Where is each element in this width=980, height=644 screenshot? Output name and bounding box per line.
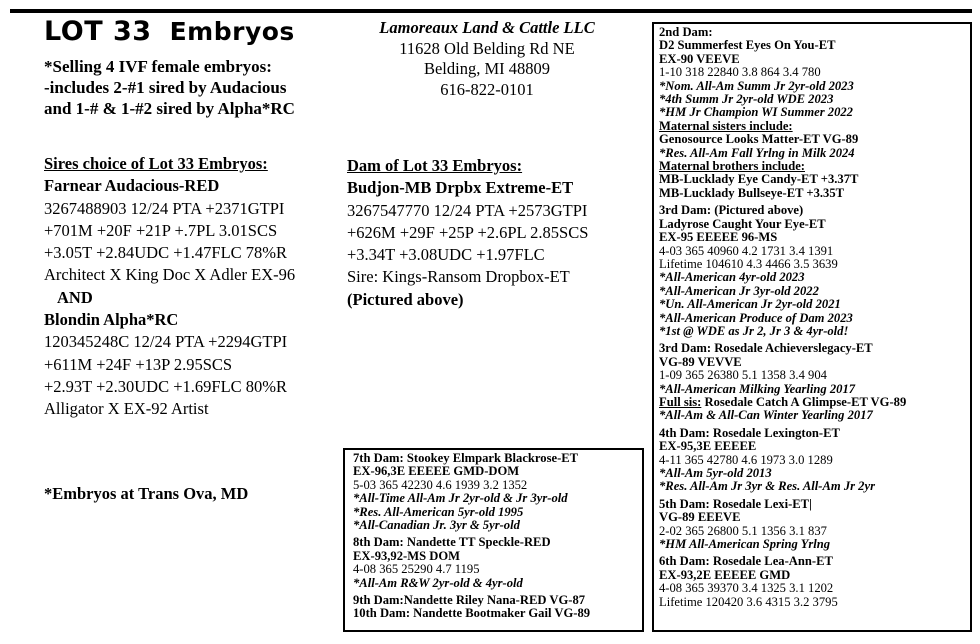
full-sister-line xyxy=(659,396,970,409)
d3b-classification: VG-89 VEVVE xyxy=(659,354,742,369)
d5-record: 2-02 365 26800 5.1 1356 3.1 837 xyxy=(659,523,827,538)
d3-award: *All-American Produce of Dam 2023 xyxy=(659,310,853,325)
full-sister-award: *All-Am & All-Can Winter Yearling 2017 xyxy=(659,408,873,423)
d6-record: 4-08 365 39370 3.4 1325 3.1 1202 xyxy=(659,581,834,596)
maternal-brother: MB-Lucklady Eye Candy-ET +3.37T xyxy=(659,172,859,187)
dam-name: Budjon-MB Drpbx Extreme-ET xyxy=(347,178,574,198)
dam10-line: 10th Dam: Nandette Bootmaker Gail VG-89 xyxy=(353,606,591,621)
maternal-sisters-heading: Maternal sisters include: xyxy=(659,118,793,133)
top-rule xyxy=(10,9,972,13)
lot-embryos-word: Embryos xyxy=(169,17,295,46)
d3-award: *1st @ WDE as Jr 2, Jr 3 & 4yr-old! xyxy=(659,323,849,338)
maternal-sister: Genosource Looks Matter-ET VG-89 xyxy=(659,132,859,147)
maternal-brothers-heading: Maternal brothers include: xyxy=(659,159,805,174)
dam9-line: 9th Dam:Nandette Riley Nana-RED VG-87 xyxy=(353,593,586,608)
d6-lifetime: Lifetime 120420 3.6 4315 3.2 3795 xyxy=(659,594,838,609)
d3-award: *All-American Jr 3yr-old 2022 xyxy=(659,283,819,298)
d2-award: *Nom. All-Am Summ Jr 2yr-old 2023 xyxy=(659,78,854,93)
sire2-proof-line: +2.93T +2.30UDC +1.69FLC 80%R xyxy=(44,376,288,396)
d3b-award: *All-American Milking Yearling 2017 xyxy=(659,381,856,396)
sires-section xyxy=(44,153,295,421)
farm-phone: 616-822-0101 xyxy=(440,79,534,99)
sire2-proof-line: 120345248C 12/24 PTA +2294GTPI xyxy=(44,332,288,352)
sire1-proof-line: 3267488903 12/24 PTA +2371GTPI xyxy=(44,198,285,218)
intro-line: -includes 2-#1 sired by Audacious xyxy=(44,78,287,97)
sire1-name: Farnear Audacious-RED xyxy=(44,176,220,196)
pedigree-box-lower xyxy=(343,448,644,632)
sire1-pedigree: Architect X King Doc X Adler EX-96 xyxy=(44,265,296,285)
d3-lifetime: Lifetime 104610 4.3 4466 3.5 3639 xyxy=(659,256,838,271)
dam-proof-line: +3.34T +3.08UDC +1.97FLC xyxy=(347,245,545,265)
dam7-classification: EX-96,3E EEEEE GMD-DOM xyxy=(353,464,520,479)
d6-classification: EX-93,2E EEEEE GMD xyxy=(659,567,791,582)
d6-name: 6th Dam: Rosedale Lea-Ann-ET xyxy=(659,554,833,569)
d3-award: *Un. All-American Jr 2yr-old 2021 xyxy=(659,297,841,312)
maternal-brother: MB-Lucklady Bullseye-ET +3.35T xyxy=(659,185,845,200)
dam7-record: 5-03 365 42230 4.6 1939 3.2 1352 xyxy=(353,477,528,492)
d2-record: 1-10 318 22840 3.8 864 3.4 780 xyxy=(659,65,821,80)
d3-record: 4-03 365 40960 4.2 1731 3.4 1391 xyxy=(659,243,834,258)
d4-record: 4-11 365 42780 4.6 1973 3.0 1289 xyxy=(659,452,833,467)
sires-and: AND xyxy=(57,287,93,307)
d4-classification: EX-95,3E EEEEE xyxy=(659,439,757,454)
sire2-pedigree: Alligator X EX-92 Artist xyxy=(44,399,209,419)
d3-label: 3rd Dam: (Pictured above) xyxy=(659,203,804,218)
full-sister-label: Full sis: xyxy=(659,394,702,409)
sires-heading: Sires choice of Lot 33 Embryos: xyxy=(44,154,268,173)
dam7-award: *All-Time All-Am Jr 2yr-old & Jr 3yr-old xyxy=(353,491,568,506)
pedigree-box-right xyxy=(652,22,972,632)
dam-section xyxy=(347,155,588,311)
sire1-proof-line: +3.05T +2.84UDC +1.47FLC 78%R xyxy=(44,243,288,263)
lot-title xyxy=(44,16,295,47)
d2-label: 2nd Dam: xyxy=(659,25,713,39)
d2-award: *HM Jr Champion WI Summer 2022 xyxy=(659,105,853,120)
farm-address-line2: Belding, MI 48809 xyxy=(423,59,551,78)
lot-number: LOT 33 xyxy=(44,16,152,47)
sire1-proof-line: +701M +20F +21P +.7PL 3.01SCS xyxy=(44,220,278,240)
d5-name: 5th Dam: Rosedale Lexi-ET| xyxy=(659,496,812,511)
d3-classification: EX-95 EEEEE 96-MS xyxy=(659,230,778,245)
d2-name: D2 Summerfest Eyes On You-ET xyxy=(659,38,836,53)
d3-name: Ladyrose Caught Your Eye-ET xyxy=(659,216,826,231)
dam7-name: 7th Dam: Stookey Elmpark Blackrose-ET xyxy=(353,451,579,465)
dam-heading: Dam of Lot 33 Embryos: xyxy=(347,156,523,175)
d3-award: *All-American 4yr-old 2023 xyxy=(659,270,805,285)
intro-block xyxy=(44,56,295,119)
d4-award: *All-Am 5yr-old 2013 xyxy=(659,466,772,480)
d4-name: 4th Dam: Rosedale Lexington-ET xyxy=(659,425,840,440)
sire2-name: Blondin Alpha*RC xyxy=(44,310,179,330)
dam-proof-line: 3267547770 12/24 PTA +2573GTPI xyxy=(347,200,588,220)
farm-name: Lamoreaux Land & Cattle LLC xyxy=(379,18,595,37)
intro-line: and 1-# & 1-#2 sired by Alpha*RC xyxy=(44,99,295,118)
dam7-award: *Res. All-American 5yr-old 1995 xyxy=(353,504,524,519)
dam8-award: *All-Am R&W 2yr-old & 4yr-old xyxy=(353,575,523,590)
d2-classification: EX-90 VEEVE xyxy=(659,51,740,66)
intro-line: *Selling 4 IVF female embryos: xyxy=(44,57,272,76)
dam8-name: 8th Dam: Nandette TT Speckle-RED xyxy=(353,535,551,550)
d5-award: *HM All-American Spring Yrlng xyxy=(659,537,831,552)
dam-pictured-note: (Pictured above) xyxy=(347,289,464,309)
farm-address-line1: 11628 Old Belding Rd NE xyxy=(399,38,575,58)
embryo-location-note: *Embryos at Trans Ova, MD xyxy=(44,484,249,503)
dam7-award: *All-Canadian Jr. 3yr & 5yr-old xyxy=(353,518,520,533)
d3b-name: 3rd Dam: Rosedale Achieverslegacy-ET xyxy=(659,341,873,356)
dam8-record: 4-08 365 25290 4.7 1195 xyxy=(353,562,480,577)
full-sister-name: Rosedale Catch A Glimpse-ET VG-89 xyxy=(701,394,907,409)
sire2-proof-line: +611M +24F +13P 2.95SCS xyxy=(44,354,233,374)
dam-sire: Sire: Kings-Ransom Dropbox-ET xyxy=(347,267,570,287)
dam-proof-line: +626M +29F +25P +2.6PL 2.85SCS xyxy=(347,222,589,242)
d4-award: *Res. All-Am Jr 3yr & Res. All-Am Jr 2yr xyxy=(659,479,875,494)
d5-classification: VG-89 EEEVE xyxy=(659,510,741,525)
farm-contact xyxy=(346,18,628,100)
d3b-record: 1-09 365 26380 5.1 1358 3.4 904 xyxy=(659,368,827,383)
maternal-sister-award: *Res. All-Am Fall Yrlng in Milk 2024 xyxy=(659,145,855,160)
dam8-classification: EX-93,92-MS DOM xyxy=(353,548,461,563)
d2-award: *4th Summ Jr 2yr-old WDE 2023 xyxy=(659,92,834,107)
